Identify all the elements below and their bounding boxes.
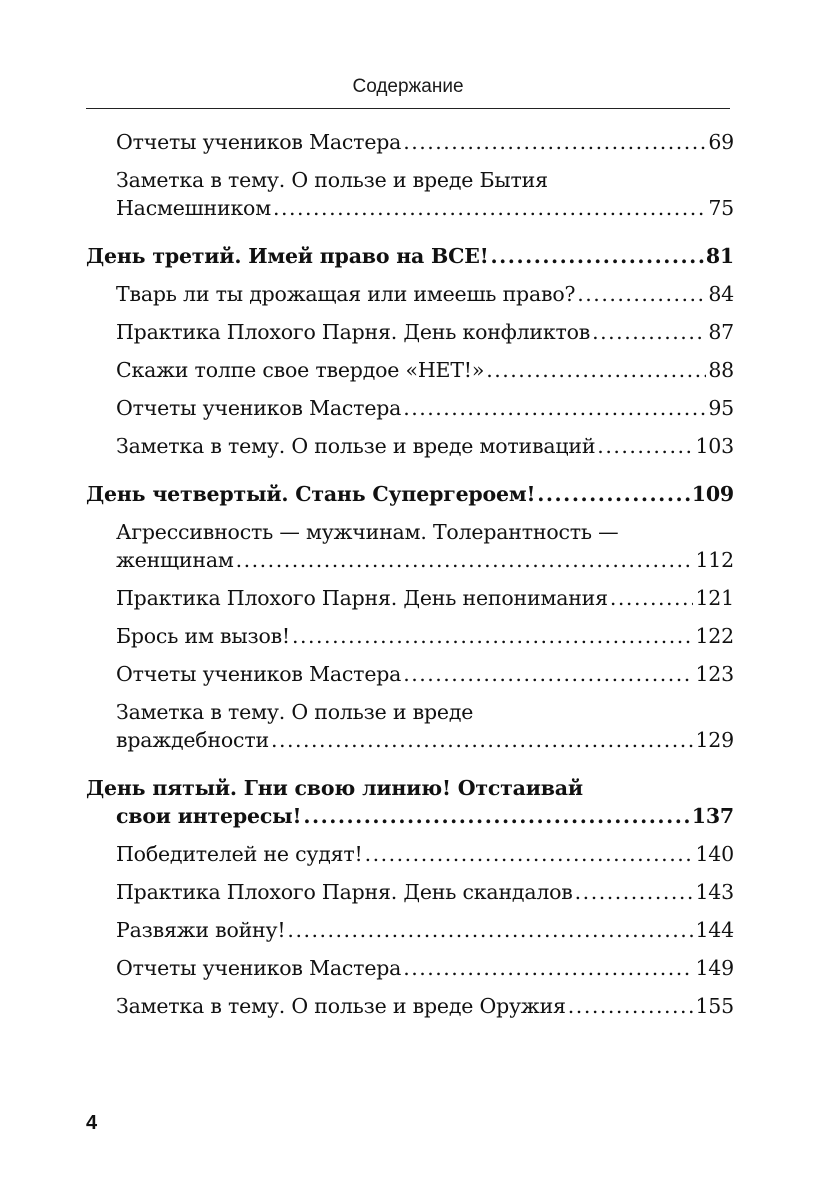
toc-entry-title-line: Заметка в тему. О пользе и вреде (116, 700, 474, 724)
toc-section-entry[interactable] (86, 128, 734, 156)
dot-leader (568, 992, 694, 1020)
dot-leader (577, 280, 706, 308)
toc-page-number: 69 (708, 130, 734, 154)
toc-entry-title: День третий. Имей право на ВСЕ! (86, 244, 489, 268)
toc-page-number: 84 (708, 282, 734, 306)
toc-section-entry[interactable] (86, 394, 734, 422)
dot-leader (537, 480, 690, 508)
dot-leader (403, 660, 693, 688)
toc-entry-title: Практика Плохого Парня. День скандалов (116, 880, 573, 904)
toc-page-number: 75 (708, 196, 734, 220)
toc-chapter-entry[interactable] (86, 480, 734, 508)
dot-leader (236, 546, 694, 574)
toc-entry-title: Победителей не судят! (116, 842, 363, 866)
toc-section-entry[interactable] (86, 432, 734, 460)
toc-entry-title-line: День пятый. Гни свою линию! Отстаивай (86, 776, 583, 800)
toc-section-entry[interactable] (86, 518, 734, 574)
toc-page-number: 95 (708, 396, 734, 420)
dot-leader (273, 194, 706, 222)
table-of-contents (86, 128, 734, 1030)
toc-entry-title-line: Агрессивность — мужчинам. Толерантность — (116, 520, 619, 544)
toc-section-entry[interactable] (86, 318, 734, 346)
toc-page-number: 143 (695, 880, 734, 904)
toc-section-entry[interactable] (86, 584, 734, 612)
toc-page-number: 103 (695, 434, 734, 458)
toc-chapter-entry[interactable] (86, 774, 734, 830)
toc-entry-title: Отчеты учеников Мастера (116, 662, 402, 686)
dot-leader (403, 128, 706, 156)
toc-entry-title: враждебности (116, 728, 269, 752)
toc-section-entry[interactable] (86, 356, 734, 384)
toc-entry-title: Скажи толпе свое твердое «НЕТ!» (116, 358, 485, 382)
toc-entry-title: Отчеты учеников Мастера (116, 956, 402, 980)
toc-entry-title: свои интересы! (116, 804, 302, 828)
toc-section-entry[interactable] (86, 878, 734, 906)
toc-entry-title: Отчеты учеников Мастера (116, 396, 402, 420)
dot-leader (303, 802, 689, 830)
toc-entry-title: Отчеты учеников Мастера (116, 130, 402, 154)
toc-entry-title: Практика Плохого Парня. День конфликтов (116, 320, 591, 344)
toc-section-entry[interactable] (86, 954, 734, 982)
dot-leader (575, 878, 694, 906)
toc-page-number: 123 (695, 662, 734, 686)
toc-entry-title: Практика Плохого Парня. День непонимания (116, 586, 608, 610)
dot-leader (403, 394, 706, 422)
toc-page-number: 140 (695, 842, 734, 866)
toc-entry-title: Заметка в тему. О пользе и вреде мотиваций (116, 434, 596, 458)
dot-leader (597, 432, 693, 460)
header-rule (86, 108, 730, 109)
toc-page-number: 144 (695, 918, 734, 942)
toc-entry-title: Заметка в тему. О пользе и вреде Оружия (116, 994, 566, 1018)
toc-page-number: 129 (695, 728, 734, 752)
toc-page-number: 137 (691, 804, 734, 828)
toc-page-number: 122 (695, 624, 734, 648)
toc-page-number: 88 (708, 358, 734, 382)
dot-leader (271, 726, 694, 754)
toc-entry-title: Насмешником (116, 196, 271, 220)
toc-chapter-entry[interactable] (86, 242, 734, 270)
toc-section-entry[interactable] (86, 280, 734, 308)
toc-page-number: 87 (708, 320, 734, 344)
toc-entry-title: Брось им вызов! (116, 624, 290, 648)
dot-leader (287, 916, 693, 944)
toc-entry-title: Развяжи войну! (116, 918, 286, 942)
toc-section-entry[interactable] (86, 622, 734, 650)
toc-section-entry[interactable] (86, 840, 734, 868)
toc-section-entry[interactable] (86, 916, 734, 944)
toc-entry-title-line: Заметка в тему. О пользе и вреде Бытия (116, 168, 548, 192)
dot-leader (592, 318, 706, 346)
dot-leader (403, 954, 693, 982)
dot-leader (292, 622, 693, 650)
toc-entry-title: День четвертый. Стань Супергероем! (86, 482, 536, 506)
toc-page-number: 112 (695, 548, 734, 572)
toc-section-entry[interactable] (86, 992, 734, 1020)
dot-leader (365, 840, 694, 868)
toc-entry-title: женщинам (116, 548, 234, 572)
toc-page-number: 121 (695, 586, 734, 610)
toc-page-number: 155 (695, 994, 734, 1018)
dot-leader (486, 356, 706, 384)
running-header: Содержание (352, 76, 464, 97)
toc-section-entry[interactable] (86, 660, 734, 688)
toc-page-number: 109 (691, 482, 734, 506)
toc-page-number: 149 (695, 956, 734, 980)
dot-leader (491, 242, 704, 270)
page-number: 4 (86, 1112, 98, 1134)
toc-section-entry[interactable] (86, 166, 734, 222)
toc-section-entry[interactable] (86, 698, 734, 754)
dot-leader (610, 584, 694, 612)
toc-entry-title: Тварь ли ты дрожащая или имеешь право? (116, 282, 576, 306)
toc-page-number: 81 (705, 244, 734, 268)
